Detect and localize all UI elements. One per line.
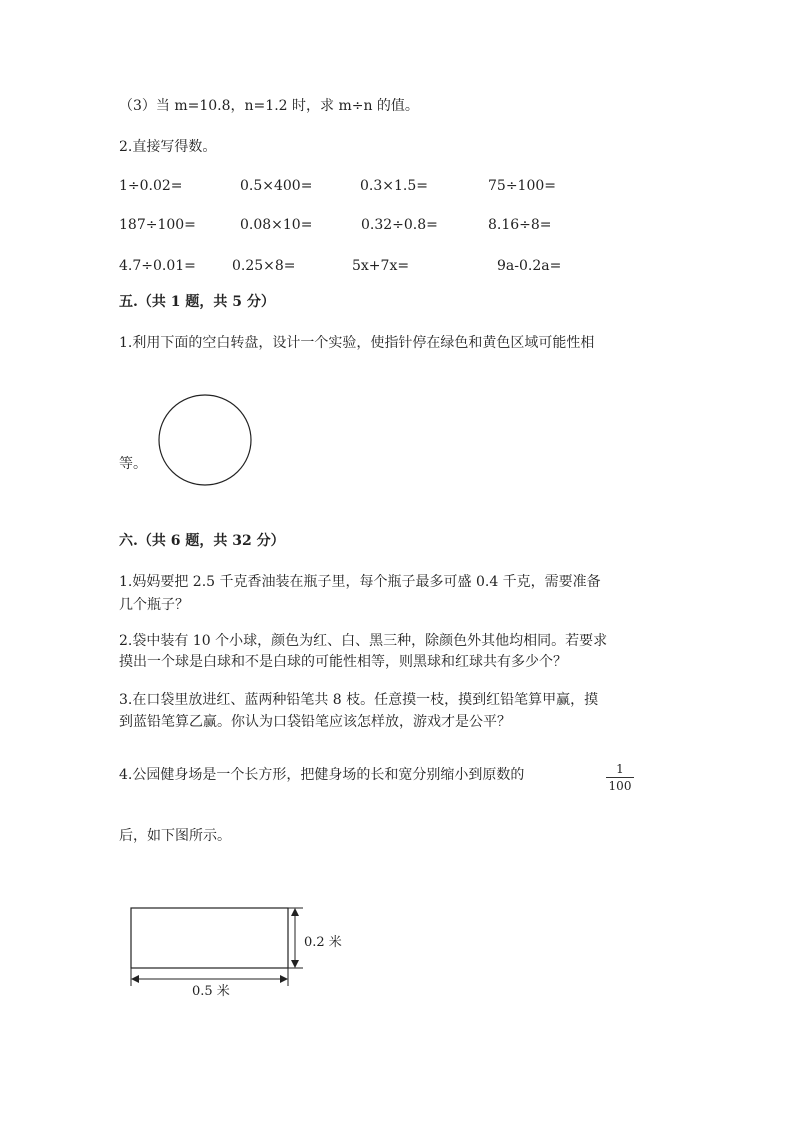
question-part3: （3）当 m=10.8，n=1.2 时，求 m÷n 的值。 (119, 98, 419, 114)
section-5-title: 五.（共 1 题，共 5 分） (119, 294, 275, 310)
section-6-question-4-line2: 后，如下图所示。 (119, 828, 231, 844)
section-6-question-2-line2: 摸出一个球是白球和不是白球的可能性相等，则黑球和红球共有多少个？ (119, 654, 567, 670)
calc-item: 0.5×400= (240, 178, 313, 194)
section-6-question-3-line2: 到蓝铅笔算乙赢。你认为口袋铅笔应该怎样放，游戏才是公平？ (119, 714, 511, 730)
field-rectangle (131, 908, 288, 968)
section-6-title: 六.（共 6 题，共 32 分） (119, 533, 285, 549)
calc-item: 0.08×10= (240, 217, 313, 233)
fraction-bar (606, 777, 634, 778)
fraction-one-hundredth (606, 762, 634, 793)
fraction-denominator: 100 (608, 779, 632, 793)
calc-item: 0.25×8= (232, 258, 296, 274)
calc-item: 0.3×1.5= (360, 178, 428, 194)
section-5-question-1-line1: 1.利用下面的空白转盘，设计一个实验，使指针停在绿色和黄色区域可能性相 (119, 335, 595, 351)
section-6-question-3-line1: 3.在口袋里放进红、蓝两种铅笔共 8 枝。任意摸一枝，摸到红铅笔算甲赢，摸 (119, 692, 599, 708)
calc-item: 75÷100= (488, 178, 556, 194)
calc-item: 9a-0.2a= (497, 258, 562, 274)
calc-item: 8.16÷8= (488, 217, 552, 233)
calc-item: 1÷0.02= (119, 178, 183, 194)
fraction-numerator: 1 (616, 762, 624, 776)
calc-item: 187÷100= (119, 217, 196, 233)
rectangle-figure (125, 900, 365, 1000)
height-label: 0.2 米 (304, 935, 342, 950)
section-6-question-4-line1: 4.公园健身场是一个长方形，把健身场的长和宽分别缩小到原数的 (119, 767, 525, 783)
calc-item: 0.32÷0.8= (361, 217, 438, 233)
section-5-question-1-line2: 等。 (119, 456, 147, 472)
section-6-question-1-line1: 1.妈妈要把 2.5 千克香油装在瓶子里，每个瓶子最多可盛 0.4 千克，需要准备 (119, 574, 601, 590)
section-6-question-2-line1: 2.袋中装有 10 个小球，颜色为红、白、黑三种，除颜色外其他均相同。若要求 (119, 633, 608, 649)
calc-item: 5x+7x= (352, 258, 410, 274)
section-6-question-1-line2: 几个瓶子？ (119, 597, 189, 613)
spinner-circle (155, 392, 255, 488)
question-2-title: 2.直接写得数。 (119, 139, 217, 155)
width-label: 0.5 米 (192, 984, 230, 999)
calc-item: 4.7÷0.01= (119, 258, 196, 274)
